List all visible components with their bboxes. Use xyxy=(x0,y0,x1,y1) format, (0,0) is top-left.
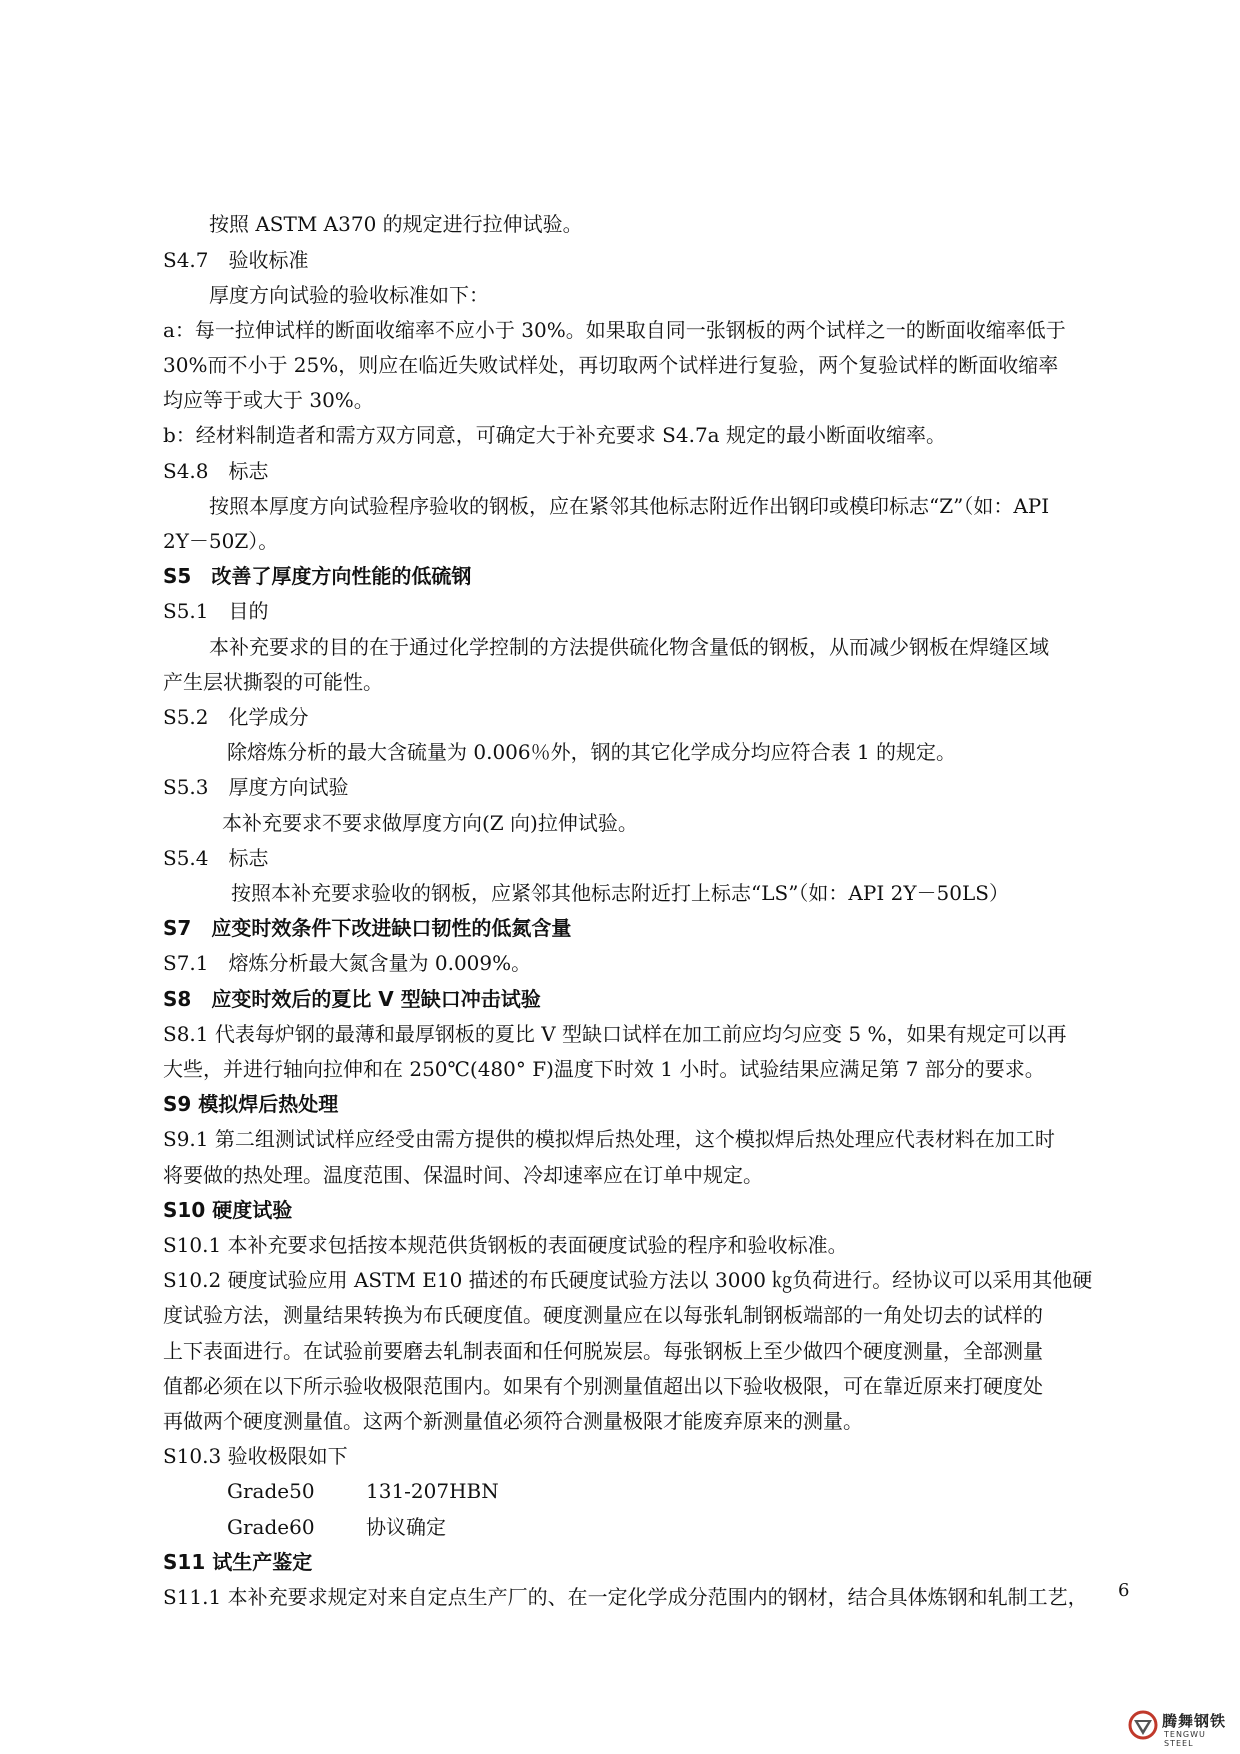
paragraph-text: 按照本补充要求验收的钢板，应紧邻其他标志附近打上标志“LS”（如：API 2Y－50LS） xyxy=(231,881,1009,905)
section-heading: S5.4 标志 xyxy=(163,846,269,870)
paragraph-text: 再做两个硬度测量值。这两个新测量值必须符合测量极限才能废弃原来的测量。 xyxy=(163,1409,863,1433)
paragraph-text: 值都必须在以下所示验收极限范围内。如果有个别测量值超出以下验收极限，可在靠近原来打硬度处 xyxy=(163,1374,1043,1398)
section-heading: S10 硬度试验 xyxy=(163,1198,293,1222)
paragraph-text: 上下表面进行。在试验前要磨去轧制表面和任何脱炭层。每张钢板上至少做四个硬度测量，全部测量 xyxy=(163,1339,1043,1363)
section-heading: S4.8 标志 xyxy=(163,459,269,483)
paragraph-text: 按照 ASTM A370 的规定进行拉伸试验。 xyxy=(209,212,583,236)
paragraph-text: S11.1 本补充要求规定对来自定点生产厂的、在一定化学成分范围内的钢材，结合具体炼钢和轧制工艺， xyxy=(163,1585,1088,1609)
page-number: 6 xyxy=(1118,1580,1130,1601)
paragraph-text: S8.1 代表每炉钢的最薄和最厚钢板的夏比 V 型缺口试样在加工前应均匀应变 5 %，如果有规定可以再 xyxy=(163,1022,1067,1046)
section-heading: S5.2 化学成分 xyxy=(163,705,309,729)
paragraph-text: 除熔炼分析的最大含硫量为 0.006％外，钢的其它化学成分均应符合表 1 的规定。 xyxy=(227,740,957,764)
logo-text-en: TENGWU STEEL xyxy=(1164,1730,1206,1748)
paragraph-text: S7.1 熔炼分析最大氮含量为 0.009%。 xyxy=(163,951,532,975)
section-heading: S8 应变时效后的夏比 V 型缺口冲击试验 xyxy=(163,987,541,1011)
section-heading: S9 模拟焊后热处理 xyxy=(163,1092,339,1116)
section-heading: S5 改善了厚度方向性能的低硫钢 xyxy=(163,564,472,588)
paragraph-text: 均应等于或大于 30%。 xyxy=(163,388,374,412)
paragraph-text: 大些，并进行轴向拉伸和在 250℃(480° F)温度下时效 1 小时。试验结果应满足第 7 部分的要求。 xyxy=(163,1057,1045,1081)
company-logo xyxy=(1128,1708,1232,1748)
logo-text-cn: 腾舞钢铁 xyxy=(1162,1712,1227,1730)
paragraph-text: S10.3 验收极限如下 xyxy=(163,1444,348,1468)
grade-value: 131-207HBN xyxy=(366,1479,499,1503)
paragraph-text: a：每一拉伸试样的断面收缩率不应小于 30%。如果取自同一张钢板的两个试样之一的断面收缩率低于 xyxy=(163,318,1066,342)
paragraph-text: 30%而不小于 25%，则应在临近失败试样处，再切取两个试样进行复验，两个复验试样的断面收缩率 xyxy=(163,353,1059,377)
section-heading: S11 试生产鉴定 xyxy=(163,1550,313,1574)
paragraph-text: 产生层状撕裂的可能性。 xyxy=(163,670,383,694)
paragraph-text: 2Y－50Z）。 xyxy=(163,529,279,553)
paragraph-text: 按照本厚度方向试验程序验收的钢板，应在紧邻其他标志附近作出钢印或模印标志“Z”（如：API xyxy=(209,494,1050,518)
paragraph-text: S9.1 第二组测试试样应经受由需方提供的模拟焊后热处理，这个模拟焊后热处理应代表材料在加工时 xyxy=(163,1127,1055,1151)
section-heading: S5.3 厚度方向试验 xyxy=(163,775,349,799)
paragraph-text: 将要做的热处理。温度范围、保温时间、冷却速率应在订单中规定。 xyxy=(163,1163,763,1187)
section-heading: S5.1 目的 xyxy=(163,599,269,623)
paragraph-text: 厚度方向试验的验收标准如下： xyxy=(209,283,489,307)
grade-value: 协议确定 xyxy=(366,1515,446,1539)
section-heading: S4.7 验收标准 xyxy=(163,248,309,272)
section-heading: S7 应变时效条件下改进缺口韧性的低氮含量 xyxy=(163,916,572,940)
paragraph-text: S10.1 本补充要求包括按本规范供货钢板的表面硬度试验的程序和验收标准。 xyxy=(163,1233,848,1257)
paragraph-text: b：经材料制造者和需方双方同意，可确定大于补充要求 S4.7a 规定的最小断面收缩率。 xyxy=(163,423,946,447)
paragraph-text: 度试验方法，测量结果转换为布氏硬度值。硬度测量应在以每张轧制钢板端部的一角处切去的试样的 xyxy=(163,1303,1043,1327)
grade-name: Grade50 xyxy=(227,1479,315,1503)
logo-mark-icon xyxy=(1128,1710,1158,1740)
paragraph-text: 本补充要求不要求做厚度方向(Z 向)拉伸试验。 xyxy=(222,811,638,835)
paragraph-text: S10.2 硬度试验应用 ASTM E10 描述的布氏硬度试验方法以 3000 ㎏负荷进行。经协议可以采用其他硬 xyxy=(163,1268,1093,1292)
grade-name: Grade60 xyxy=(227,1515,315,1539)
paragraph-text: 本补充要求的目的在于通过化学控制的方法提供硫化物含量低的钢板，从而减少钢板在焊缝区域 xyxy=(209,635,1049,659)
